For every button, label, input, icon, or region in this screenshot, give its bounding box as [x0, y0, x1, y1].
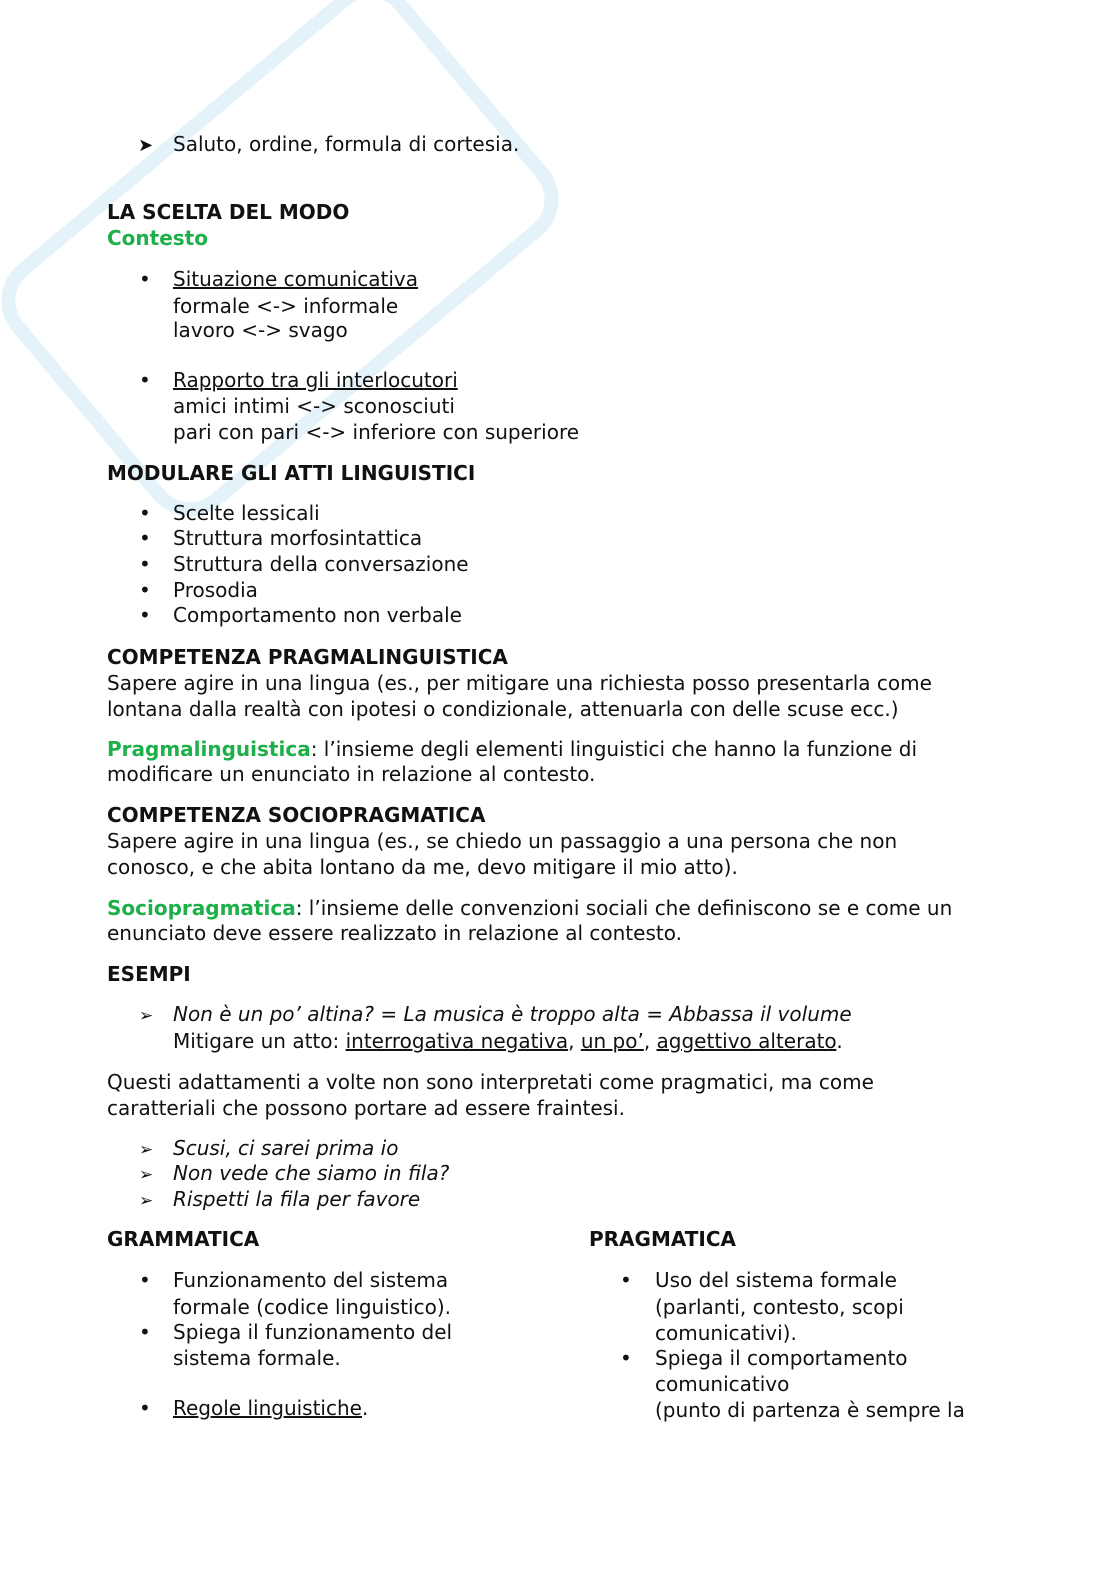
pragmatica-item1-line2: (parlanti, contesto, scopi [655, 1295, 904, 1319]
separator: , [643, 1029, 657, 1053]
item-rapporto-line1: amici intimi <-> sconosciuti [173, 394, 455, 418]
quote-item: Non vede che siamo in fila? [173, 1161, 450, 1185]
heading-sociopragmatica: COMPETENZA SOCIOPRAGMATICA [107, 803, 486, 827]
bullet-icon: • [139, 603, 151, 627]
grammatica-item2-line2: sistema formale. [173, 1346, 341, 1370]
pragmatica-item1-line3: comunicativi). [655, 1321, 797, 1345]
bullet-icon: • [620, 1346, 632, 1370]
watermark-frame [0, 0, 568, 526]
heading-grammatica: GRAMMATICA [107, 1227, 260, 1251]
arrow-outline-icon: ➢ [139, 1165, 154, 1185]
arrow-outline-icon: ➢ [139, 1140, 154, 1160]
period: . [836, 1029, 843, 1053]
modulare-item: Struttura morfosintattica [173, 526, 423, 550]
heading-modulare: MODULARE GLI ATTI LINGUISTICI [107, 461, 476, 485]
heading-esempi: ESEMPI [107, 962, 191, 986]
quote-item: Scusi, ci sarei prima io [173, 1136, 399, 1160]
bullet-icon: • [139, 552, 151, 576]
modulare-item: Scelte lessicali [173, 501, 320, 525]
item-rapporto-line2: pari con pari <-> inferiore con superiore [173, 420, 580, 444]
modulare-item: Comportamento non verbale [173, 603, 462, 627]
top-arrow-item: Saluto, ordine, formula di cortesia. [173, 132, 520, 156]
bullet-icon: • [139, 578, 151, 602]
term-sociopragmatica: Sociopragmatica [107, 896, 296, 920]
subheading-contesto: Contesto [107, 226, 208, 250]
mitigare-part: aggettivo alterato [656, 1029, 837, 1053]
item-situazione-line1: formale <-> informale [173, 294, 399, 318]
regole-linguistiche: Regole linguistiche [173, 1396, 362, 1420]
esempi-example: Non è un po’ altina? = La musica è troppo alta = Abbassa il volume [173, 1002, 852, 1026]
period: . [361, 1396, 369, 1420]
pragmatica-item2-line2: comunicativo [655, 1372, 790, 1396]
heading-scelta-modo: LA SCELTA DEL MODO [107, 200, 350, 224]
bullet-icon: • [620, 1268, 632, 1292]
pragmalinguistica-definition-line2: modificare un enunciato in relazione al contesto. [107, 762, 596, 786]
modulare-item: Prosodia [173, 578, 258, 602]
esempi-paragraph-line2: caratteriali che possono portare ad essere fraintesi. [107, 1096, 625, 1120]
bullet-icon: • [139, 526, 151, 550]
bullet-icon: • [139, 267, 151, 291]
mitigare-prefix: Mitigare un atto: [173, 1029, 346, 1053]
grammatica-item2-line1: Spiega il funzionamento del [173, 1320, 453, 1344]
sociopragmatica-definition-line2: enunciato deve essere realizzato in relazione al contesto. [107, 921, 682, 945]
grammatica-item3 [173, 1395, 368, 1421]
definition-text: : l’insieme delle convenzioni sociali che definiscono se e come un [295, 896, 953, 920]
mitigare-part: un po’ [580, 1029, 644, 1053]
item-situazione-line2: lavoro <-> svago [173, 318, 348, 342]
sociopragmatica-text-line1: Sapere agire in una lingua (es., se chiedo un passaggio a una persona che non [107, 829, 898, 853]
grammatica-item1-line2: formale (codice linguistico). [173, 1295, 451, 1319]
esempi-mitigare [173, 1028, 843, 1054]
bullet-icon: • [139, 368, 151, 392]
bullet-icon: • [139, 501, 151, 525]
arrow-bullet-icon: ➤ [138, 135, 154, 156]
arrow-outline-icon: ➢ [139, 1006, 154, 1026]
heading-pragmalinguistica: COMPETENZA PRAGMALINGUISTICA [107, 645, 508, 669]
pragmatica-item2-line3: (punto di partenza è sempre la [655, 1398, 965, 1422]
bullet-icon: • [139, 1268, 151, 1292]
pragmatica-item1-line1: Uso del sistema formale [655, 1268, 897, 1292]
bullet-icon: • [139, 1320, 151, 1344]
esempi-paragraph-line1: Questi adattamenti a volte non sono interpretati come pragmatici, ma come [107, 1070, 874, 1094]
sociopragmatica-text-line2: conosco, e che abita lontano da me, devo mitigare il mio atto). [107, 855, 738, 879]
separator: , [568, 1029, 581, 1053]
arrow-outline-icon: ➢ [139, 1191, 154, 1211]
modulare-item: Struttura della conversazione [173, 552, 469, 576]
pragmalinguistica-text-line2: lontana dalla realtà con ipotesi o condizionale, attenuarla con delle scuse ecc.) [107, 697, 899, 721]
term-pragmalinguistica: Pragmalinguistica [107, 737, 311, 761]
sociopragmatica-definition [107, 895, 952, 921]
bullet-icon: • [139, 1396, 151, 1420]
item-rapporto-title: Rapporto tra gli interlocutori [173, 368, 458, 392]
pragmatica-item2-line1: Spiega il comportamento [655, 1346, 908, 1370]
pragmalinguistica-text-line1: Sapere agire in una lingua (es., per mitigare una richiesta posso presentarla come [107, 671, 932, 695]
pragmalinguistica-definition [107, 736, 917, 762]
definition-text: : l’insieme degli elementi linguistici che hanno la funzione di [310, 737, 918, 761]
mitigare-part: interrogativa negativa [345, 1029, 569, 1053]
quote-item: Rispetti la fila per favore [173, 1187, 421, 1211]
item-situazione-title: Situazione comunicativa [173, 267, 419, 291]
heading-pragmatica: PRAGMATICA [589, 1227, 737, 1251]
grammatica-item1-line1: Funzionamento del sistema [173, 1268, 449, 1292]
